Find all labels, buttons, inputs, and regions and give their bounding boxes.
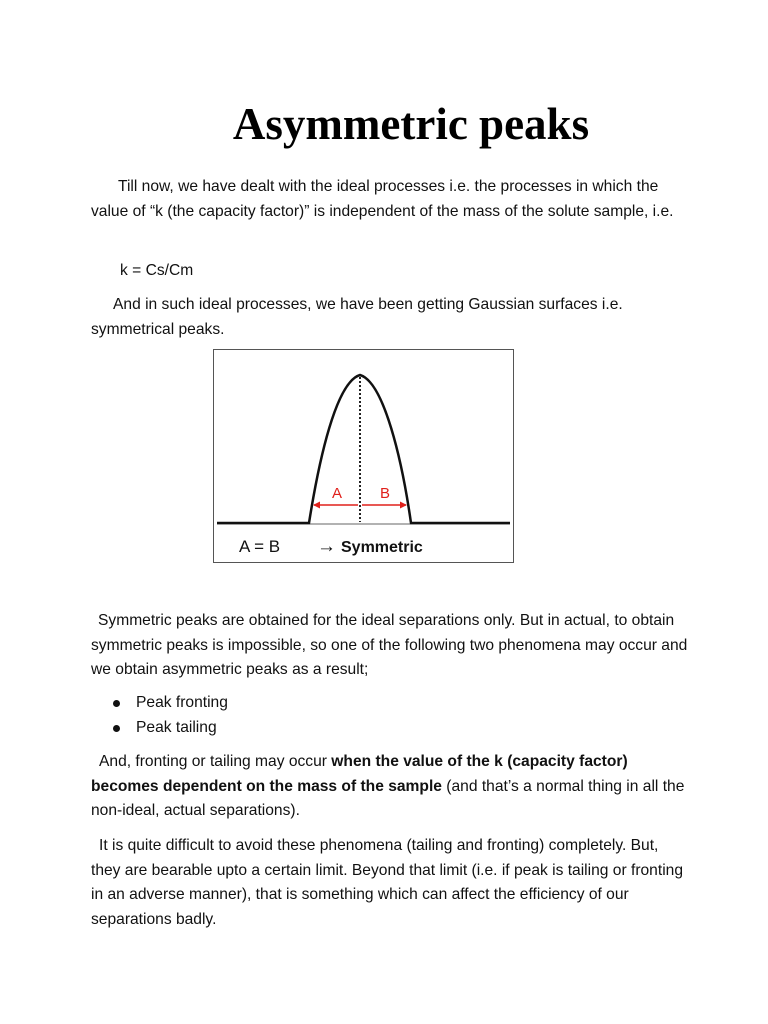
phenomena-list: [110, 691, 228, 740]
caption-result: Symmetric: [341, 539, 423, 556]
peak-curve: [217, 375, 510, 523]
symmetric-peak-diagram: [214, 350, 513, 562]
closing-paragraph: [91, 834, 691, 932]
symmetric-peak-figure: [213, 349, 514, 563]
symmetric-note-text: Symmetric peaks are obtained for the ideal separations only. But in actual, to obtain symmetric peaks is impossible, so one of the following two phenomena may occur and we obtain asymmetric peaks as a result;: [91, 612, 688, 678]
bullet-icon: [113, 700, 120, 707]
gaussian-text: And in such ideal processes, we have been getting Gaussian surfaces i.e. symmetrical peaks.: [91, 296, 623, 338]
intro-paragraph: [91, 175, 691, 224]
symmetric-note-paragraph: [91, 609, 691, 683]
gaussian-paragraph: [91, 293, 691, 342]
fronting-tailing-bold: when the value of the k (capacity factor) becomes dependent on the mass of the sample: [91, 753, 628, 795]
intro-text: Till now, we have dealt with the ideal processes i.e. the processes in which the value of “k (the capacity factor)” is independent of the mass of the solute sample, i.e.: [91, 178, 674, 220]
list-item-text: Peak fronting: [136, 694, 228, 711]
fronting-tailing-suffix: (and that’s a normal thing in all the non-ideal, actual separations).: [91, 777, 685, 819]
caption-equation: A = B: [239, 537, 281, 556]
list-item: [110, 716, 228, 741]
formula-paragraph: [91, 259, 691, 284]
formula-text: k = Cs/Cm: [120, 262, 194, 279]
bullet-icon: [113, 725, 120, 732]
closing-text: It is quite difficult to avoid these phenomena (tailing and fronting) completely. But, they are bearable upto a certain limit. Beyond that limit (i.e. if peak is tailing or fronting in an adverse manner), that is something which can affect the efficiency of our separations badly.: [91, 837, 683, 928]
fronting-tailing-paragraph: [91, 750, 691, 824]
list-item-text: Peak tailing: [136, 718, 217, 736]
page-title: Asymmetric peaks: [232, 99, 590, 149]
list-item: [110, 691, 228, 716]
fronting-tailing-prefix: And, fronting or tailing may occur: [99, 753, 332, 770]
label-b: B: [379, 485, 391, 502]
caption-arrow-icon: →: [317, 536, 336, 557]
label-a: A: [331, 485, 343, 502]
